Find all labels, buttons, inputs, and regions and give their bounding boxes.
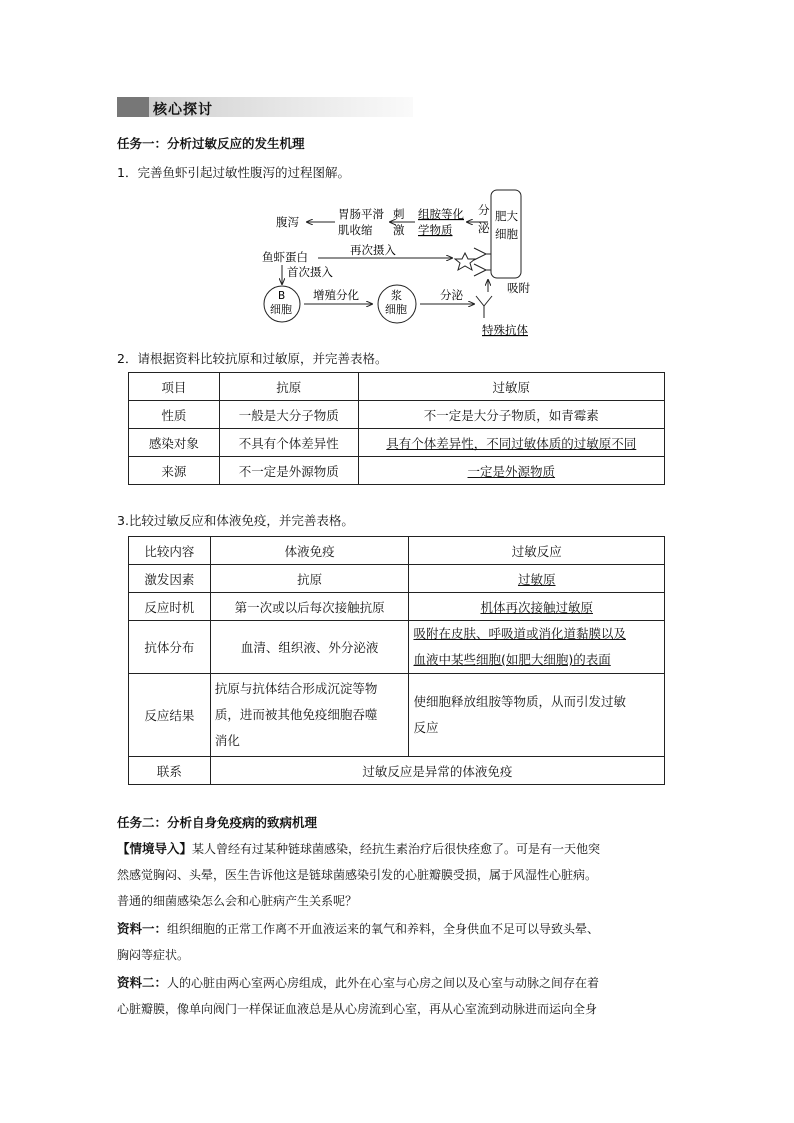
antibody-label: 特殊抗体 <box>482 323 528 337</box>
scenario-label: 【情境导入】 <box>117 842 193 856</box>
allergy-process-diagram <box>260 186 560 338</box>
stimulate-line2: 激 <box>393 223 405 237</box>
scenario-line: 然感觉胸闷、头晕，医生告诉他这是链球菌感染引发的心脏瓣膜受损，属于风湿性心脏病。 <box>117 868 598 882</box>
diarrhea-label: 腹泻 <box>276 215 299 229</box>
material2-paragraph <box>117 970 681 1022</box>
plasma-line2: 细胞 <box>385 303 407 316</box>
antigen-star-icon <box>455 253 475 270</box>
mast-line1: 肥大 <box>495 209 518 223</box>
table-row <box>129 757 665 785</box>
adsorb-label: 吸附 <box>507 281 530 295</box>
table-row <box>129 621 665 674</box>
table-cell <box>409 621 665 674</box>
table-header: 比较内容 <box>129 537 211 565</box>
histamine-line1: 组胺等化 <box>418 207 464 221</box>
cell-line: 抗原与抗体结合形成沉淀等物 <box>214 681 378 696</box>
material2-line: 心脏瓣膜，像单向阀门一样保证血液总是从心房流到心室，再从心室流到动脉进而运向全身 <box>117 1002 598 1016</box>
table-cell: 来源 <box>129 457 220 485</box>
antigen-allergen-table <box>128 372 665 485</box>
table-cell: 感染对象 <box>129 429 220 457</box>
table-row <box>129 565 665 593</box>
table-cell: 一般是大分子物质 <box>219 401 358 429</box>
table-cell: 性质 <box>129 401 220 429</box>
table-row <box>129 373 665 401</box>
table-cell <box>409 674 665 757</box>
table-row <box>129 401 665 429</box>
muscle-line1: 胃肠平滑 <box>338 207 384 221</box>
bound-antibodies-icon <box>474 248 491 276</box>
task1-title: 任务一：分析过敏反应的发生机理 <box>117 136 305 151</box>
table-row <box>129 674 665 757</box>
table-cell: 机体再次接触过敏原 <box>409 593 665 621</box>
scenario-line: 普通的细菌感染怎么会和心脏病产生关系呢？ <box>117 894 358 908</box>
table-header: 过敏原 <box>358 373 664 401</box>
table-header: 抗原 <box>219 373 358 401</box>
table-cell: 反应时机 <box>129 593 211 621</box>
table-row <box>129 537 665 565</box>
histamine-line2: 学物质 <box>418 223 453 237</box>
muscle-line2: 肌收缩 <box>338 223 373 237</box>
secrete-line2: 泌 <box>478 221 490 235</box>
scenario-paragraph <box>117 836 681 914</box>
first-intake-label: 首次摄入 <box>287 265 333 279</box>
bcell-line2: 细胞 <box>270 303 292 316</box>
cell-line: 血液中某些细胞(如肥大细胞)的表面 <box>413 652 611 667</box>
table-header: 过敏反应 <box>409 537 665 565</box>
cell-line: 使细胞释放组胺等物质，从而引发过敏 <box>413 694 626 709</box>
secrete-line1: 分 <box>478 203 490 217</box>
bcell-line1: B <box>278 290 286 302</box>
stimulate-line1: 刺 <box>393 207 405 221</box>
table-cell: 抗体分布 <box>129 621 211 674</box>
reintake-label: 再次摄入 <box>350 243 396 257</box>
table-cell: 过敏反应是异常的体液免疫 <box>210 757 664 785</box>
secrete2-label: 分泌 <box>440 288 463 302</box>
table-cell: 第一次或以后每次接触抗原 <box>210 593 409 621</box>
table-cell: 不具有个体差异性 <box>219 429 358 457</box>
fish-protein-label: 鱼虾蛋白 <box>262 250 308 264</box>
material1-paragraph <box>117 916 681 968</box>
material1-label: 资料一： <box>117 922 168 936</box>
material1-line: 组织细胞的正常工作离不开血液运来的氧气和养料，全身供血不足可以导致头晕、 <box>167 922 600 936</box>
table-cell: 不一定是大分子物质，如青霉素 <box>358 401 664 429</box>
humoral-allergy-table <box>128 536 665 785</box>
material2-line: 人的心脏由两心室两心房组成，此外在心室与心房之间以及心室与动脉之间存在着 <box>167 976 600 990</box>
table-cell: 血清、组织液、外分泌液 <box>210 621 409 674</box>
scenario-line: 某人曾经有过某种链球菌感染，经抗生素治疗后很快痊愈了。可是有一天他突 <box>192 842 601 856</box>
table-cell: 过敏原 <box>409 565 665 593</box>
free-antibody-icon <box>476 296 492 318</box>
material1-line: 胸闷等症状。 <box>117 948 190 962</box>
cell-line: 消化 <box>214 733 240 748</box>
question-2: 2．请根据资料比较抗原和过敏原，并完善表格。 <box>117 351 388 366</box>
plasma-line1: 浆 <box>391 289 402 302</box>
cell-line: 吸附在皮肤、呼吸道或消化道黏膜以及 <box>413 626 626 641</box>
table-cell: 一定是外源物质 <box>358 457 664 485</box>
table-row <box>129 457 665 485</box>
table-header: 体液免疫 <box>210 537 409 565</box>
table-cell: 激发因素 <box>129 565 211 593</box>
material2-label: 资料二： <box>117 976 168 990</box>
cell-line: 质，进而被其他免疫细胞吞噬 <box>214 707 378 722</box>
mast-line2: 细胞 <box>495 227 518 241</box>
table-header: 项目 <box>129 373 220 401</box>
table-cell: 不一定是外源物质 <box>219 457 358 485</box>
table-cell: 联系 <box>129 757 211 785</box>
proliferate-label: 增殖分化 <box>313 288 359 302</box>
table-row <box>129 593 665 621</box>
table-row <box>129 429 665 457</box>
table-cell <box>210 674 409 757</box>
cell-line: 反应 <box>413 720 439 735</box>
question-3: 3.比较过敏反应和体液免疫，并完善表格。 <box>117 513 354 528</box>
table-cell: 反应结果 <box>129 674 211 757</box>
table-cell: 具有个体差异性，不同过敏体质的过敏原不同 <box>358 429 664 457</box>
question-1: 1．完善鱼虾引起过敏性腹泻的过程图解。 <box>117 165 350 180</box>
section-title: 核心探讨 <box>153 102 213 118</box>
table-cell: 抗原 <box>210 565 409 593</box>
task2-title: 任务二：分析自身免疫病的致病机理 <box>117 815 318 830</box>
